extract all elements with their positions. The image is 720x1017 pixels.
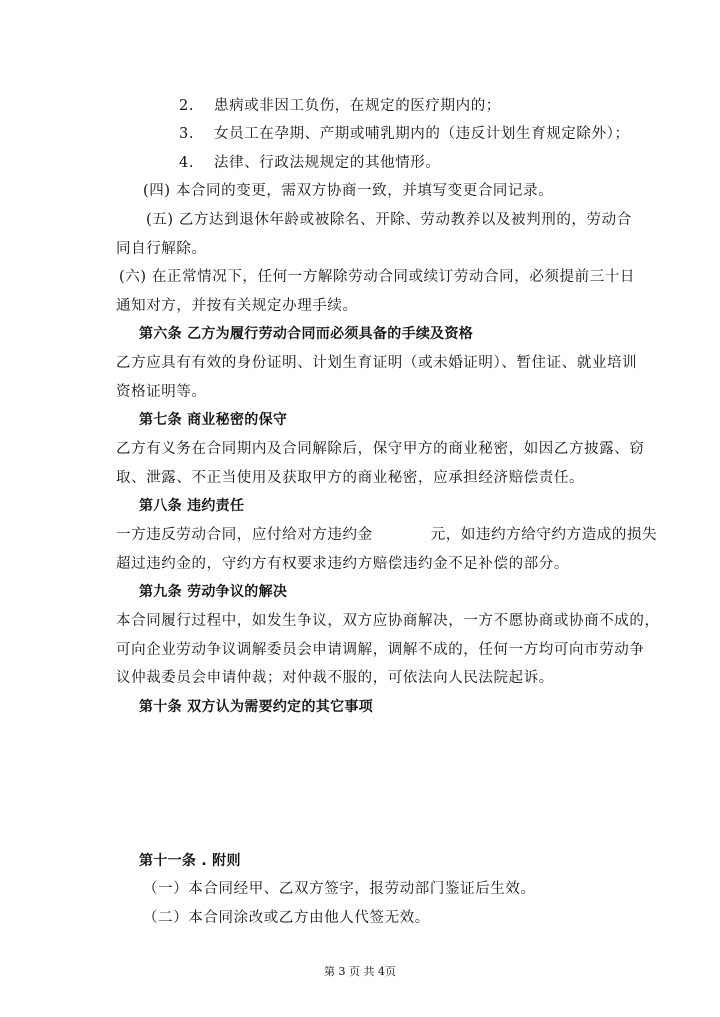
page-number: 第 3 页 共 4页	[324, 965, 396, 978]
article-11-item-2: （二）本合同涂改或乙方由他人代签无效。	[143, 910, 430, 926]
article-8-heading: 第八条 违约责任	[139, 498, 245, 514]
list-item	[179, 124, 630, 144]
clause-6-line-2: 通知对方，并按有关规定办理手续。	[116, 298, 358, 314]
article-6-line-1: 乙方应具有有效的身份证明、计划生育证明（或未婚证明）、暂住证、就业培训	[116, 355, 638, 371]
list-item	[179, 96, 501, 116]
article-7-heading: 第七条 商业秘密的保守	[139, 412, 288, 428]
article-10-heading: 第十条 双方认为需要约定的其它事项	[139, 699, 373, 715]
article-11-item-1: （一）本合同经甲、乙双方签字，报劳动部门鉴证后生效。	[143, 881, 536, 897]
article-9-line-1: 本合同履行过程中，如发生争议，双方应协商解决，一方不愿协商或协商不成的，	[116, 613, 660, 629]
article-8-text-a: 一方违反劳动合同，应付给对方违约金	[116, 527, 373, 543]
list-number: 3.	[179, 126, 195, 142]
list-text: 女员工在孕期、产期或哺乳期内的（违反计划生育规定除外）；	[214, 126, 630, 142]
clause-5-line-1: (五) 乙方达到退休年龄或被除名、开除、劳动教养以及被判刑的，劳动合	[146, 212, 632, 228]
list-text: 法律、行政法规规定的其他情形。	[214, 155, 441, 171]
list-number: 4.	[179, 155, 195, 171]
article-6-heading: 第六条 乙方为履行劳动合同而必须具备的手续及资格	[139, 326, 474, 342]
article-11-heading: 第十一条 . 附则	[139, 853, 241, 869]
article-6-line-2: 资格证明等。	[116, 384, 207, 400]
article-9-heading: 第九条 劳动争议的解决	[139, 584, 288, 600]
article-7-line-2: 取、泄露、不正当使用及获取甲方的商业秘密，应承担经济赔偿责任。	[116, 470, 585, 486]
clause-4: (四) 本合同的变更，需双方协商一致，并填写变更合同记录。	[143, 183, 554, 199]
article-8-line-1	[116, 525, 657, 545]
list-number: 2.	[179, 98, 195, 114]
article-8-line-2: 超过违约金的，守约方有权要求违约方赔偿违约金不足补偿的部分。	[116, 556, 569, 572]
article-9-line-3: 议仲裁委员会申请仲裁；对仲裁不服的，可依法向人民法院起诉。	[116, 670, 554, 686]
clause-6-line-1: (六) 在正常情况下，任何一方解除劳动合同或续订劳动合同，必须提前三十日	[119, 269, 636, 285]
list-item	[179, 153, 441, 173]
list-text: 患病或非因工负伤，在规定的医疗期内的；	[214, 98, 501, 114]
article-7-line-1: 乙方有义务在合同期内及合同解除后，保守甲方的商业秘密，如因乙方披露、窃	[116, 441, 645, 457]
article-9-line-2: 可向企业劳动争议调解委员会申请调解，调解不成的，任何一方均可向市劳动争	[116, 642, 645, 658]
clause-5-line-2: 同自行解除。	[116, 241, 207, 257]
article-8-text-b: 元，如违约方给守约方造成的损失	[430, 527, 658, 543]
